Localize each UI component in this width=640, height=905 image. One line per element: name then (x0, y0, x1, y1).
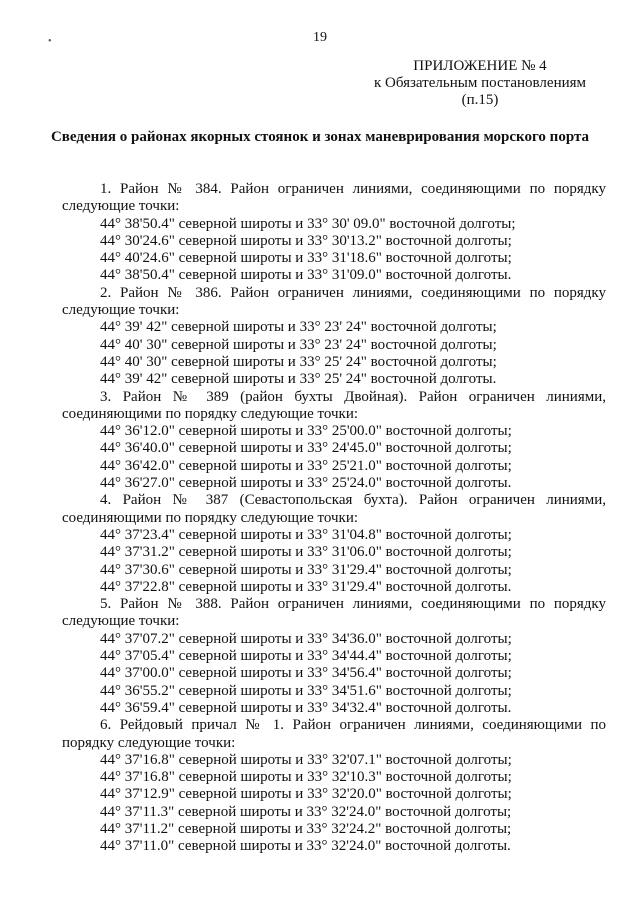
coordinate-line: 44° 37'12.9" северной широты и 33° 32'20.0" восточной долготы; (100, 786, 512, 803)
coordinate-line: 44° 37'11.2" северной широты и 33° 32'24.2" восточной долготы; (100, 820, 512, 837)
coordinate-line: 44° 37'11.0" северной широты и 33° 32'24.0" восточной долготы. (100, 838, 511, 855)
coordinate-line: 44° 39' 42" северной широты и 33° 25' 24" восточной долготы. (100, 371, 497, 388)
appendix-header (360, 58, 600, 109)
coordinate-line: 44° 36'59.4" северной широты и 33° 34'32.4" восточной долготы. (100, 699, 512, 716)
margin-mark: • (48, 36, 52, 47)
coordinate-line: 44° 37'07.2" северной широты и 33° 34'36.0" восточной долготы; (100, 630, 512, 647)
coordinate-line: 44° 37'31.2" северной широты и 33° 31'06.0" восточной долготы; (100, 544, 512, 561)
section-6 (62, 717, 606, 855)
section-heading-line: 6. Рейдовый причал № 1. Район ограничен линиями, соединяющими по (100, 717, 606, 734)
section-heading-tail: соединяющими по порядку следующие точки: (62, 509, 359, 526)
coordinate-line: 44° 37'00.0" северной широты и 33° 34'56.4" восточной долготы; (100, 665, 512, 682)
coordinate-line: 44° 36'55.2" северной широты и 33° 34'51.6" восточной долготы; (100, 682, 512, 699)
coordinate-line: 44° 38'50.4" северной широты и 33° 31'09.0" восточной долготы. (100, 267, 512, 284)
coordinate-line: 44° 36'12.0" северной широты и 33° 25'00.0" восточной долготы; (100, 423, 512, 440)
coordinate-line: 44° 37'22.8" северной широты и 33° 31'29.4" восточной долготы. (100, 578, 512, 595)
document-title: Сведения о районах якорных стоянок и зонах маневрирования морского порта (50, 129, 590, 145)
section-1 (62, 181, 606, 285)
coordinate-line: 44° 37'23.4" северной широты и 33° 31'04.8" восточной долготы; (100, 526, 512, 543)
section-heading-tail: соединяющими по порядку следующие точки: (62, 405, 359, 422)
document-body (62, 181, 606, 856)
appendix-ref: (п.15) (461, 92, 499, 108)
coordinate-line: 44° 37'16.8" северной широты и 33° 32'07.1" восточной долготы; (100, 751, 512, 768)
appendix-subtitle: к Обязательным постановлениям (373, 75, 587, 91)
section-heading-line: 4. Район № 387 (Севастопольская бухта). Район ограничен линиями, (100, 492, 606, 509)
section-heading-tail: следующие точки: (62, 302, 180, 319)
coordinate-line: 44° 37'05.4" северной широты и 33° 34'44.4" восточной долготы; (100, 648, 512, 665)
coordinate-line: 44° 37'30.6" северной широты и 33° 31'29.4" восточной долготы; (100, 561, 512, 578)
section-4 (62, 492, 606, 596)
coordinate-line: 44° 36'27.0" северной широты и 33° 25'24.0" восточной долготы. (100, 475, 512, 492)
section-heading-line: 3. Район № 389 (район бухты Двойная). Район ограничен линиями, (100, 388, 606, 405)
coordinate-line: 44° 40'24.6" северной широты и 33° 31'18.6" восточной долготы; (100, 250, 512, 267)
section-5 (62, 596, 606, 717)
coordinate-line: 44° 36'42.0" северной широты и 33° 25'21.0" восточной долготы; (100, 457, 512, 474)
coordinate-line: 44° 37'11.3" северной широты и 33° 32'24.0" восточной долготы; (100, 803, 512, 820)
section-heading-line: 1. Район № 384. Район ограничен линиями, соединяющими по порядку (100, 181, 606, 197)
section-heading-tail: порядку следующие точки: (62, 734, 236, 751)
section-heading-tail: следующие точки: (62, 613, 180, 630)
coordinate-line: 44° 37'16.8" северной широты и 33° 32'10.3" восточной долготы; (100, 769, 512, 786)
section-heading-line: 2. Район № 386. Район ограничен линиями, соединяющими по порядку (100, 284, 606, 301)
coordinate-line: 44° 38'50.4" северной широты и 33° 30' 09.0" восточной долготы; (100, 215, 516, 232)
coordinate-line: 44° 40' 30" северной широты и 33° 25' 24" восточной долготы; (100, 353, 497, 370)
coordinate-line: 44° 30'24.6" северной широты и 33° 30'13.2" восточной долготы; (100, 232, 512, 249)
appendix-title: ПРИЛОЖЕНИЕ № 4 (413, 58, 547, 74)
coordinate-line: 44° 36'40.0" северной широты и 33° 24'45.0" восточной долготы; (100, 440, 512, 457)
section-3 (62, 389, 606, 493)
section-heading-tail: следующие точки: (62, 198, 180, 215)
coordinate-line: 44° 40' 30" северной широты и 33° 23' 24" восточной долготы; (100, 336, 497, 353)
section-2 (62, 285, 606, 389)
coordinate-line: 44° 39' 42" северной широты и 33° 23' 24" восточной долготы; (100, 319, 497, 336)
page-number: 19 (313, 30, 327, 45)
section-heading-line: 5. Район № 388. Район ограничен линиями, соединяющими по порядку (100, 596, 606, 613)
